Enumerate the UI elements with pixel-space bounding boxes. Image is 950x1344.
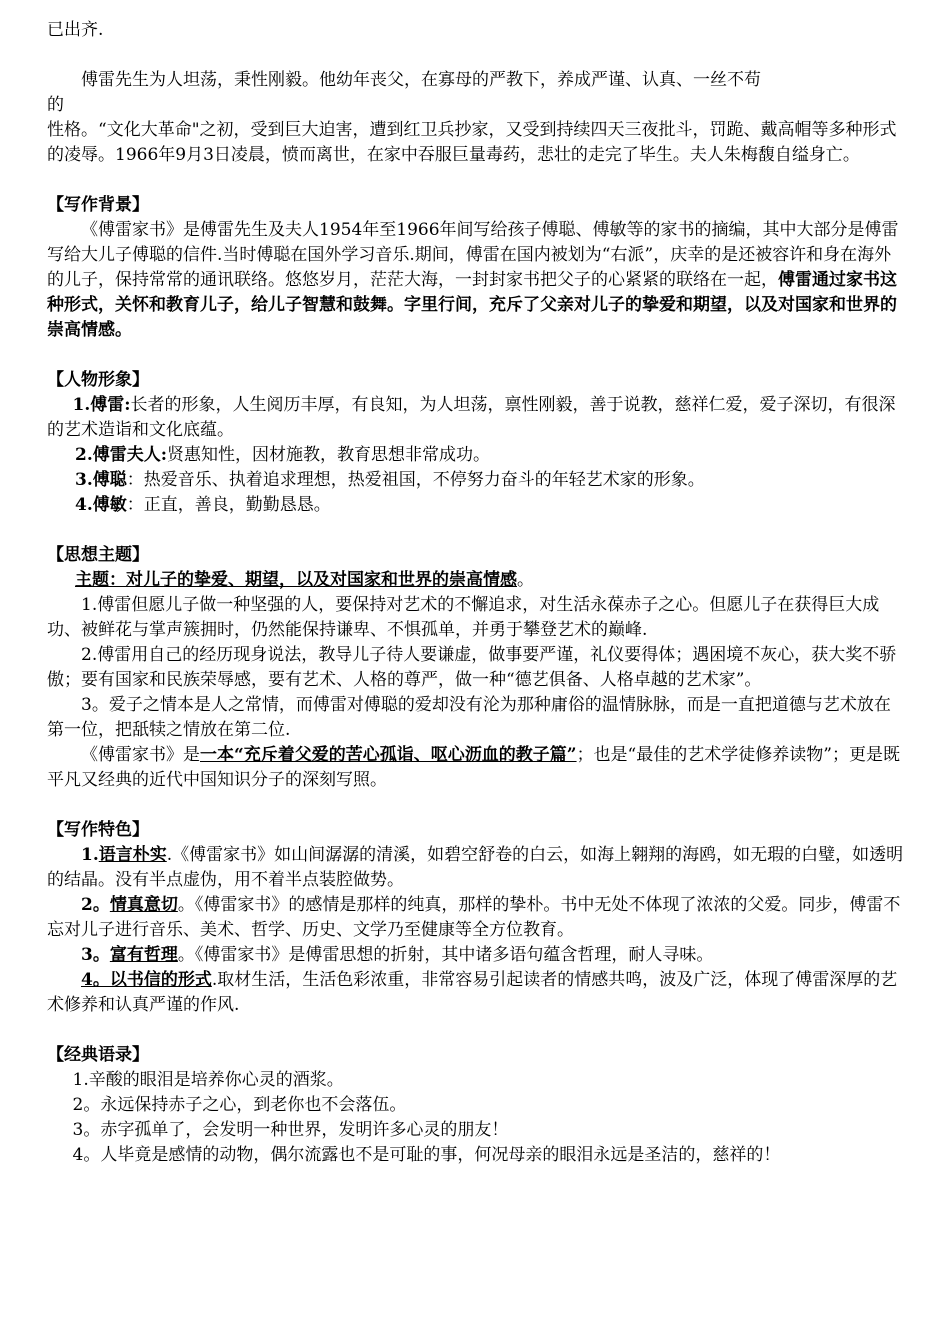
theme-summary <box>47 743 905 793</box>
bio-line-3: 性格。“文化大革命"之初，受到巨大迫害，遭到红卫兵抄家，又受到持续四天三夜批斗，罚跪、戴高帽等多种形式的凌辱。1966年9月3日凌晨，愤而离世，在家中吞服巨量毒药，悲壮的走完了毕生。夫人朱梅馥自缢身亡。 <box>47 120 897 165</box>
quote-item: 3。赤字孤单了，会发明一种世界，发明许多心灵的朋友！ <box>72 1120 509 1140</box>
quote-item: 4。人毕竟是感情的动物，偶尔流露也不是可耻的事，何况母亲的眼泪永远是圣洁的，慈祥的！ <box>72 1145 781 1165</box>
feature-text: 。《傅雷家书》的感情是那样的纯真，那样的挚朴。书中无处不体现了浓浓的父爱。同步，傅雷不忘对儿子进行音乐、美术、哲学、历史、文学乃至健康等全方位教育。 <box>47 895 901 940</box>
theme-point: 1.傅雷但愿儿子做一种坚强的人，要保持对艺术的不懈追求，对生活永葆赤子之心。但愿儿子在获得巨大成功、被鲜花与掌声簇拥时，仍然能保持谦卑、不惧孤单，并勇于攀登艺术的巅峰. <box>47 595 880 640</box>
quotes-heading: 【经典语录】 <box>47 1045 149 1065</box>
character-item <box>47 443 905 468</box>
theme-main-end: 。 <box>517 570 534 590</box>
feature-label: 语言朴实 <box>98 845 167 865</box>
feature-text: .取材生活，生活色彩浓重，非常容易引起读者的情感共鸣，波及广泛，体现了傅雷深厚的艺术修养和认真严谨的作风. <box>47 970 898 1015</box>
background-bold: 傅雷通过家书这种形式，关怀和教育儿子，给儿子智慧和鼓舞。字里行间，充斥了父亲对儿子的挚爱和期望，以及对国家和世界的崇高情感。 <box>47 270 897 340</box>
feature-text: 。《傅雷家书》是傅雷思想的折射，其中诸多语句蕴含哲理，耐人寻味。 <box>177 945 714 965</box>
document-page <box>47 18 905 1168</box>
feature-item <box>47 893 905 943</box>
theme-main <box>47 568 905 593</box>
theme-point: 2.傅雷用自己的经历现身说法，教导儿子待人要谦虚，做事要严谨，礼仪要得体；遇困境不灰心，获大奖不骄傲；要有国家和民族荣辱感，要有艺术、人格的尊严，做一种“德艺俱备、人格卓越的艺术家”。 <box>47 645 897 690</box>
theme-heading: 【思想主题】 <box>47 545 149 565</box>
theme-summary-bold: 一本“充斥着父爱的苦心孤诣、呕心沥血的教子篇” <box>200 745 577 765</box>
background-plain: 《傅雷家书》是傅雷先生及夫人1954年至1966年间写给孩子傅聪、傅敏等的家书的摘编，其中大部分是傅雷写给大儿子傅聪的信件.当时傅聪在国外学习音乐.期间，傅雷在国内被划为“右派”，庆幸的是还被容许和身在海外的儿子，保持常常的通讯联络。悠悠岁月，茫茫大海，一封封家书把父子的心紧紧的联络在一起， <box>47 220 899 290</box>
character-text: ：热爱音乐、执着追求理想，热爱祖国，不停努力奋斗的年轻艺术家的形象。 <box>126 470 705 490</box>
background-text <box>47 218 905 343</box>
character-label: 4.傅敏 <box>75 495 127 515</box>
feature-label: 富有哲理 <box>109 945 178 965</box>
character-text: 长者的形象，人生阅历丰厚，有良知，为人坦荡，禀性刚毅，善于说教，慈祥仁爱，爱子深切，有很深的艺术造诣和文化底蕴。 <box>47 395 896 440</box>
character-label: 2.傅雷夫人: <box>75 445 168 465</box>
character-item <box>47 468 905 493</box>
quote-item: 1.辛酸的眼泪是培养你心灵的酒浆。 <box>72 1070 344 1090</box>
theme-main-label: 主题：对儿子的挚爱、期望，以及对国家和世界的崇高情感 <box>75 570 517 590</box>
character-label: 1.傅雷: <box>72 395 131 415</box>
feature-item <box>47 843 905 893</box>
bio-line-2: 的 <box>47 95 64 115</box>
feature-num: 2。 <box>81 895 110 915</box>
character-text: 贤惠知性，因材施教，教育思想非常成功。 <box>167 445 491 465</box>
quote-item: 2。永远保持赤子之心，到老你也不会落伍。 <box>72 1095 407 1115</box>
theme-summary-pre: 《傅雷家书》是 <box>81 745 200 765</box>
characters-heading: 【人物形象】 <box>47 370 149 390</box>
character-item <box>47 393 905 443</box>
character-label: 3.傅聪 <box>75 470 127 490</box>
character-item <box>47 493 905 518</box>
feature-num: 3。 <box>81 945 110 965</box>
feature-num: 1. <box>81 845 99 865</box>
feature-text: .《傅雷家书》如山间潺潺的清溪，如碧空舒卷的白云，如海上翱翔的海鸥，如无瑕的白璧，如透明的结晶。没有半点虚伪，用不着半点装腔做势。 <box>47 845 904 890</box>
feature-item <box>47 943 905 968</box>
character-text: ：正直，善良，勤勤恳恳。 <box>126 495 331 515</box>
background-heading: 【写作背景】 <box>47 195 149 215</box>
intro-tail: 已出齐. <box>47 20 104 40</box>
feature-label: 情真意切 <box>109 895 178 915</box>
theme-point: 3。爱子之情本是人之常情，而傅雷对傅聪的爱却没有沦为那种庸俗的温情脉脉，而是一直把道德与艺术放在第一位，把舐犊之情放在第二位. <box>47 695 891 740</box>
feature-item <box>47 968 905 1018</box>
features-heading: 【写作特色】 <box>47 820 149 840</box>
theme-summary-post: ；也是“最佳的艺术学徒修养读物”；更是既平凡又经典的近代中国知识分子的深刻写照。 <box>47 745 900 790</box>
feature-label: 4。以书信的形式 <box>81 970 212 990</box>
bio-line-1: 傅雷先生为人坦荡，秉性刚毅。他幼年丧父，在寡母的严教下，养成严谨、认真、一丝不苟 <box>81 70 761 90</box>
